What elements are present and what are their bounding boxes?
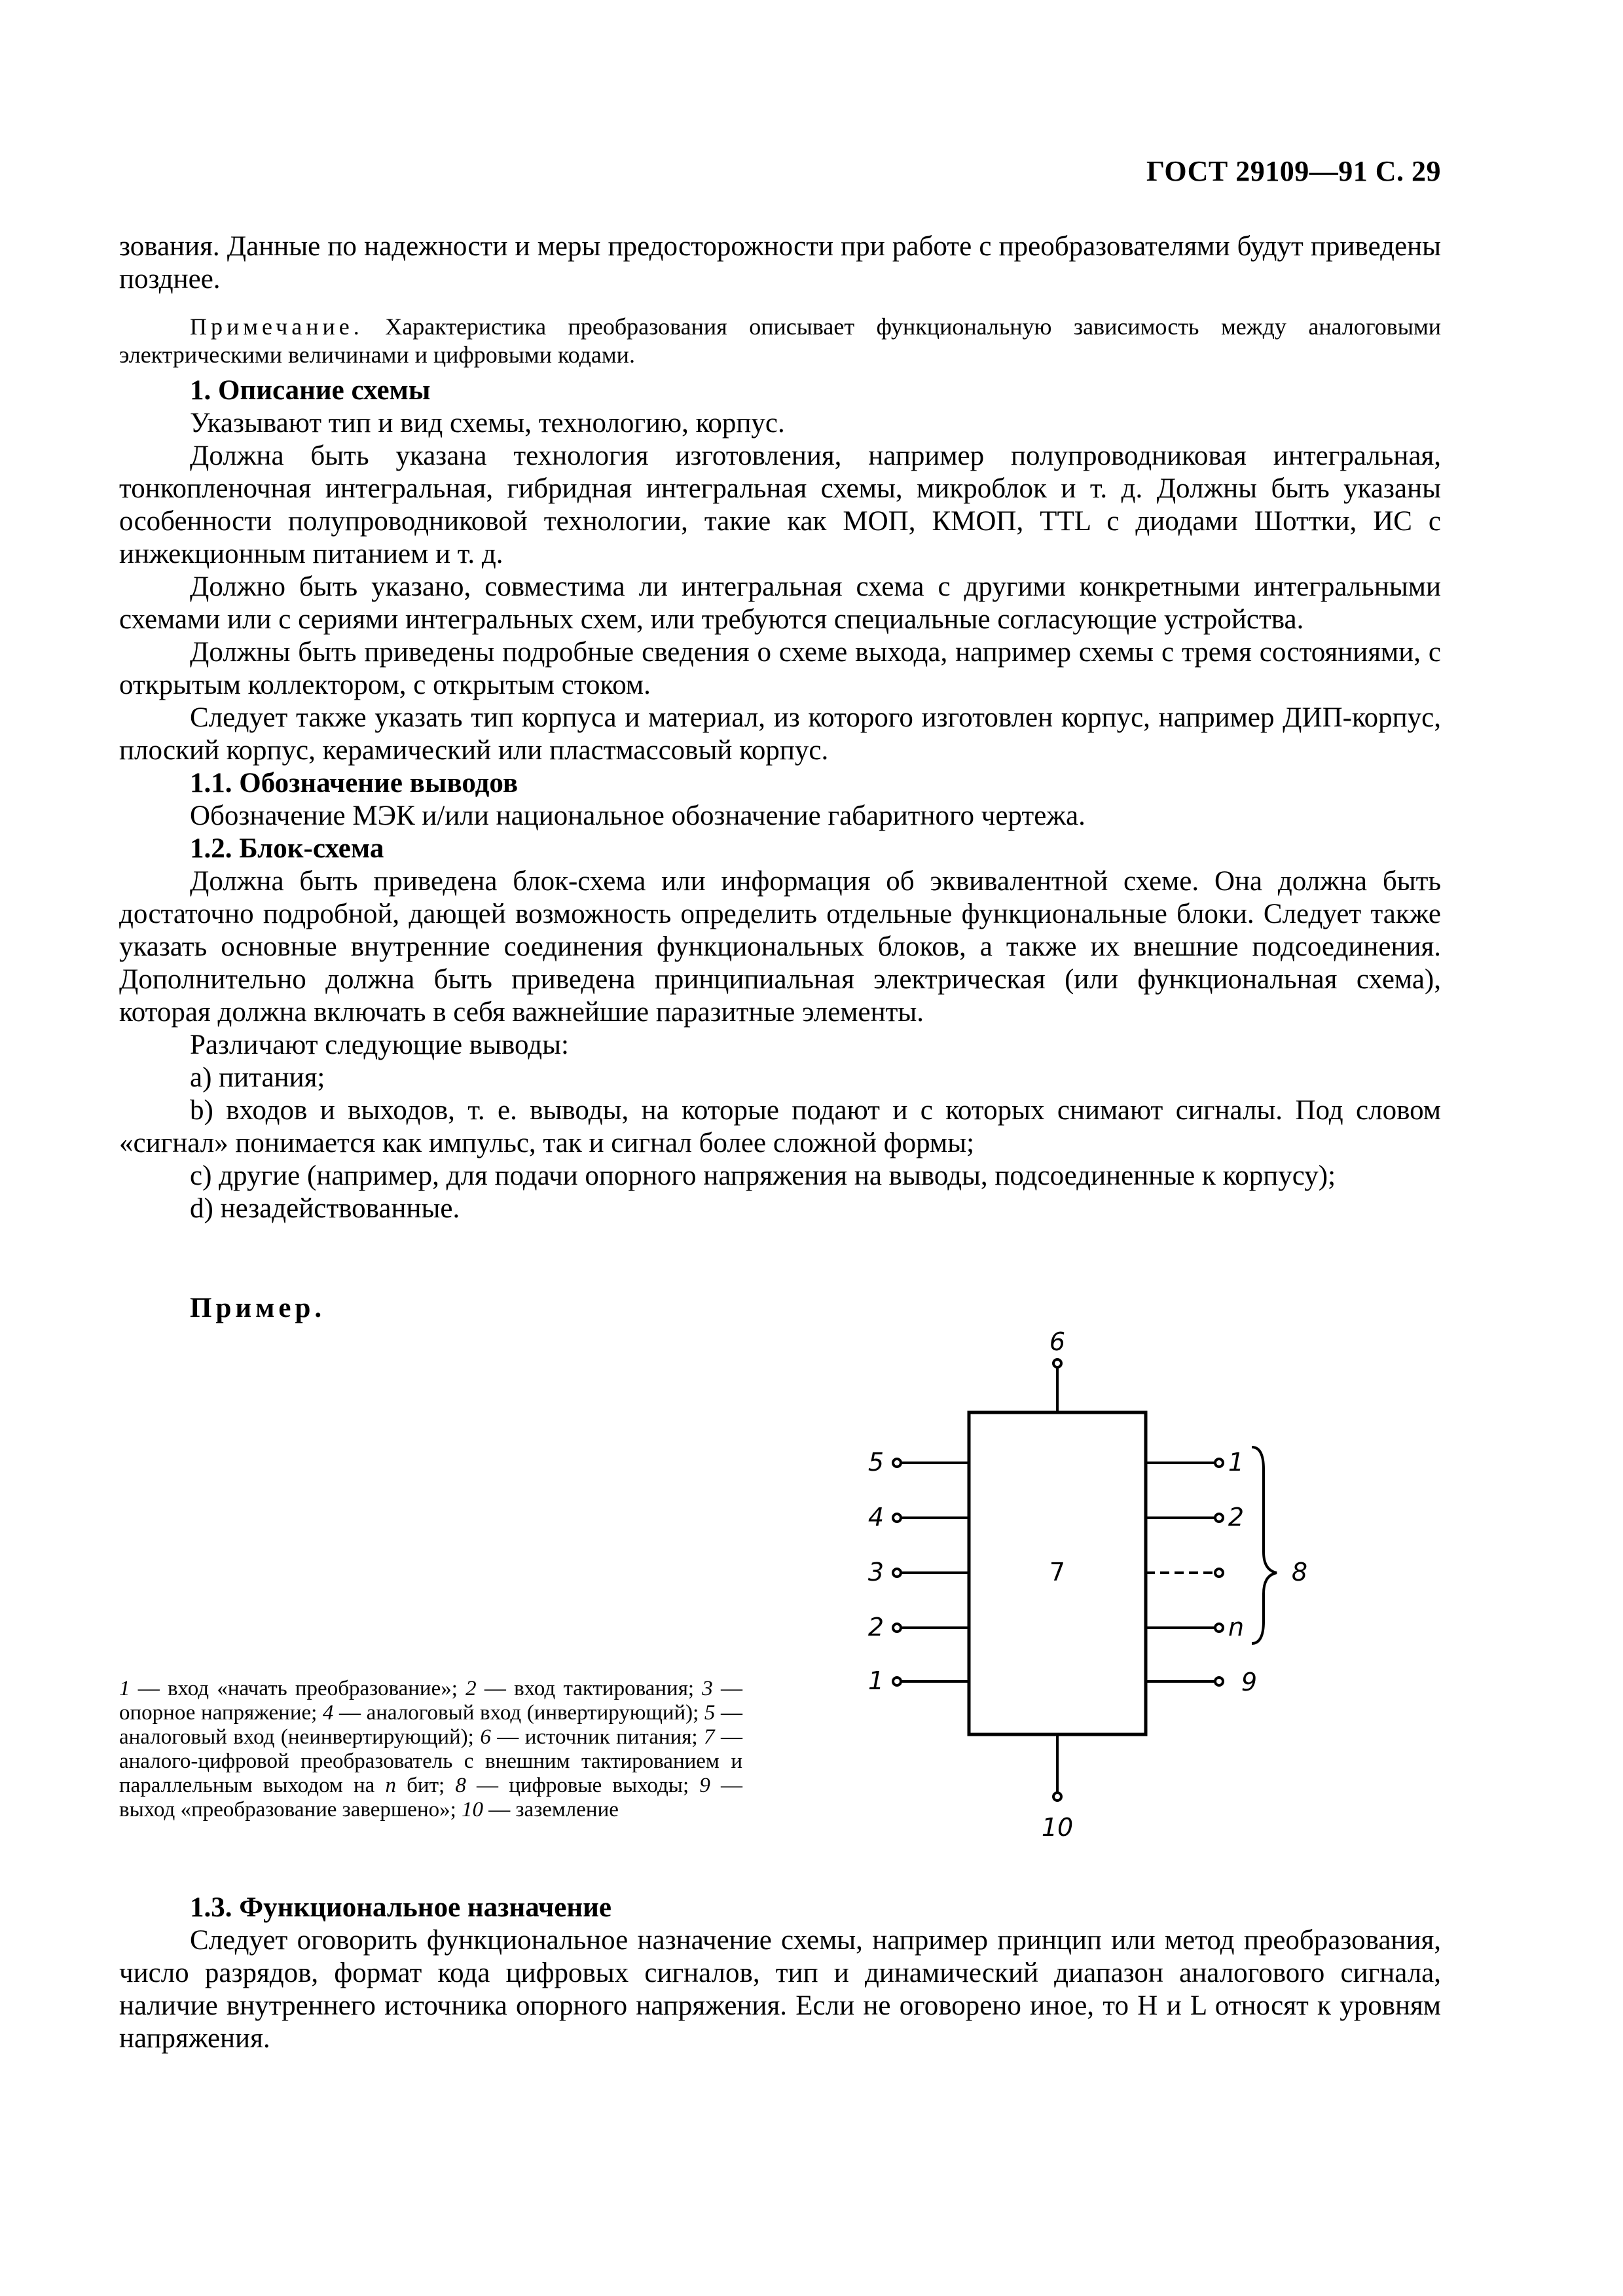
paragraph: Должны быть приведены подробные сведения о схеме выхода, например схемы с тремя состояниями, с открытым коллектором, с открытым стоком. [119,637,1441,700]
pin-label-bottom: 10 [1041,1813,1074,1842]
legend-num: 3 [702,1677,713,1700]
pin-label: 4 [867,1503,884,1532]
section-heading: 1. Описание схемы [190,375,431,406]
pin-label: 9 [1241,1668,1258,1696]
brace-label: 8 [1291,1558,1308,1587]
left-pin-3 [868,1558,969,1587]
note-text: Характеристика преобразования описывает функциональную зависимость между аналоговыми электрическими величинами и цифровыми кодами. [119,314,1441,368]
left-pin-4 [868,1503,969,1532]
brace-icon [1252,1447,1277,1643]
left-pin-1 [868,1666,969,1695]
note [119,313,1441,369]
right-pin-dashed [1146,1569,1223,1577]
right-pin-n [1146,1613,1244,1641]
subsection-heading: 1.3. Функциональное назначение [190,1892,611,1923]
block-label: 7 [1049,1558,1066,1587]
list-item: с) другие (например, для подачи опорного напряжения на выводы, подсоединенные к корпусу); [190,1160,1336,1191]
right-pin-2 [1146,1503,1244,1532]
legend-num: 6 [480,1725,491,1749]
pin-label: 3 [867,1558,884,1587]
legend-num: 1 [119,1677,130,1700]
pin-label: 1 [1228,1448,1245,1477]
subsection-heading: 1.2. Блок-схема [190,833,384,864]
example-label: Пример. [190,1293,326,1323]
pin-label: n [1228,1613,1245,1641]
paragraph: Следует также указать тип корпуса и материал, из которого изготовлен корпус, например ДИП-корпус, плоский корпус, керамический или пластмассовый корпус. [119,702,1441,766]
paragraph: Обозначение МЭК и/или национальное обозначение габаритного чертежа. [190,800,1085,831]
legend-text: — аналоговый вход (неинвертирующий); [119,1701,743,1749]
pin-terminal [1053,1793,1061,1801]
legend-text: — заземление [483,1798,619,1821]
pin-label: 2 [867,1613,884,1641]
list-item: а) питания; [190,1062,325,1093]
main-text [119,230,1441,1225]
list-item: d) незадействованные. [190,1193,460,1224]
legend-num: 2 [465,1677,477,1700]
legend-num: 8 [455,1774,466,1797]
legend-text: — аналого-цифровой преобразователь с внешним тактированием и параллельным выходом на [119,1725,742,1797]
paragraph: Различают следующие выводы: [190,1030,569,1060]
legend-num: 7 [704,1725,715,1749]
paragraph: зования. Данные по надежности и меры предосторожности при работе с преобразователями будут приведены позднее. [119,231,1441,295]
legend-text: — аналоговый вход (инвертирующий); [333,1701,704,1725]
pin-terminal [1053,1359,1061,1367]
legend-text: — цифровые выходы; [465,1774,700,1797]
paragraph: Должна быть указана технология изготовления, например полупроводниковая интегральная, тонкопленочная интегральная, гибридная интегральная схемы, микроблок и т. д. Должны быть указаны особенности полупроводниковой технологии, такие как МОП, КМОП, TTL с диодами Шоттки, ИС с инжекционным питанием и т. д. [119,440,1441,569]
figure-legend [119,1677,742,1822]
paragraph: Должно быть указано, совместима ли интегральная схема с другими конкретными интегральными схемами или с сериями интегральных схем, или требуются специальные согласующие устройства. [119,571,1441,635]
bottom-text [119,1892,1441,2055]
paragraph: Следует оговорить функциональное назначение схемы, например принцип или метод преобразования, число разрядов, формат кода цифровых сигналов, тип и динамический диапазон аналогового сигнала, наличие внутреннего источника опорного напряжения. Если не оговорено иное, то H и L относят к уровням напряжения. [119,1925,1441,2054]
legend-num: 4 [322,1701,334,1725]
pin-label: 5 [867,1448,884,1477]
legend-num: 10 [462,1798,484,1821]
left-pin-2 [868,1613,969,1641]
legend-text: — вход «начать преобразование»; [130,1677,466,1700]
legend-text: бит; [395,1774,456,1797]
block-diagram [845,1319,1368,1882]
legend-text: — опорное напряжение; [119,1677,742,1725]
paragraph: Указывают тип и вид схемы, технологию, корпус. [190,408,785,439]
legend-text: — выход «преобразование завершено»; [119,1774,742,1821]
legend-num: 5 [704,1701,716,1725]
legend-text: — источник питания; [490,1725,704,1749]
legend-num: n [385,1774,396,1797]
legend-num: 9 [699,1774,710,1797]
legend-text: — вход тактирования; [476,1677,702,1700]
pin-label-top: 6 [1049,1327,1066,1356]
paragraph: Должна быть приведена блок-схема или информация об эквивалентной схеме. Она должна быть достаточно подробной, дающей возможность определить отдельные функциональные блоки. Следует также указать основные внутренние соединения функциональных блоков, а также их внешние подсоединения. Дополнительно должна быть приведена принципиальная электрическая (или функциональная схема), которая должна включать в себя важнейшие паразитные элементы. [119,866,1441,1028]
pin-label: 2 [1228,1503,1245,1532]
subsection-heading: 1.1. Обозначение выводов [190,768,519,798]
right-pin-1 [1146,1448,1244,1477]
left-pin-5 [868,1448,969,1477]
pin-label: 1 [867,1666,884,1695]
list-item: b) входов и выходов, т. е. выводы, на которые подают и с которых снимают сигналы. Под словом «сигнал» понимается как импульс, так и сигнал более сложной формы; [119,1095,1441,1158]
right-pin-9 [1146,1668,1257,1696]
note-label: Примечание. [190,314,363,340]
page-header: ГОСТ 29109—91 С. 29 [1146,155,1441,187]
